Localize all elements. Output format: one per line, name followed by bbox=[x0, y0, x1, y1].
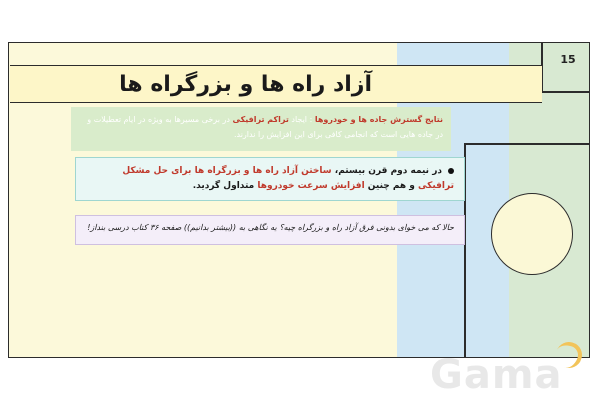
bullet-icon bbox=[448, 168, 454, 174]
note-text: حالا که می خوای بدونی فرق آزاد راه و بزرگراه چیه؟ یه نگاهی به ((بیشتر بدانیم)) صفحه ۳۶ کتاب درسی بنداز! bbox=[87, 223, 454, 232]
history-highlight-2: افزایش سرعت خودروها bbox=[257, 181, 365, 191]
note-box bbox=[75, 215, 465, 245]
slide-number: 15 bbox=[560, 53, 576, 66]
history-text-2: و هم چنین bbox=[364, 181, 419, 191]
slide bbox=[8, 42, 590, 358]
decor-line bbox=[464, 143, 590, 145]
results-text-mid: : ایجاد bbox=[288, 115, 315, 124]
history-text-3: متداول گردید. bbox=[192, 181, 258, 191]
slide-title: آزاد راه ها و بزرگراه ها bbox=[119, 72, 372, 97]
history-highlight-1: ساختن آزاد راه ها و بزرگراه ها برای حل مشکل ترافیکی bbox=[122, 166, 454, 191]
title-bar bbox=[10, 65, 542, 103]
results-highlight-1: نتایج گسترش جاده ها و خودروها bbox=[314, 115, 443, 124]
watermark-logo: Gama bbox=[430, 352, 563, 398]
decor-circle bbox=[491, 193, 573, 275]
decor-line bbox=[541, 91, 590, 93]
results-text-rest: در برخی مسیرها به ویژه در ایام تعطیلات و در جاده هایی است که انجامی کافی برای این افزایش را ندارند. bbox=[87, 115, 443, 139]
results-highlight-2: تراکم ترافیکی bbox=[232, 115, 289, 124]
results-box bbox=[71, 107, 451, 151]
history-text-1: در نیمه دوم قرن بیستم، bbox=[331, 166, 442, 176]
history-box bbox=[75, 157, 465, 201]
